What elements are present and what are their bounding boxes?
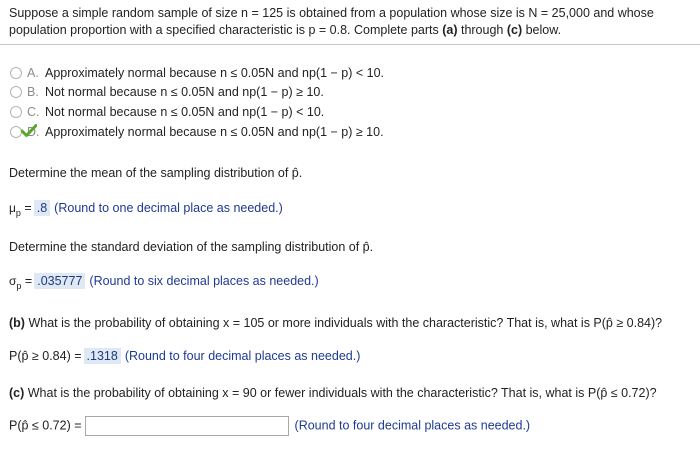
- part-b-hint: (Round to four decimal places as needed.): [124, 349, 361, 363]
- radio-b[interactable]: [10, 86, 22, 98]
- option-a-letter: A.: [27, 66, 39, 80]
- option-a-text: Approximately normal because n ≤ 0.05N and np(1 − p) < 10.: [45, 66, 385, 80]
- sigma-symbol: σ: [9, 274, 17, 288]
- mean-equals: =: [24, 201, 32, 215]
- part-c-expr: P(p̂ ≤ 0.72) =: [9, 418, 82, 433]
- checkmark-icon: [21, 124, 37, 138]
- part-c-text: What is the probability of obtaining x = 90 or fewer individuals with the characteristic? That is, what is P(p̂ ≤ 0.72)?: [24, 386, 657, 400]
- mean-answer[interactable]: .8: [34, 200, 50, 216]
- part-b-answer[interactable]: .1318: [84, 348, 121, 364]
- part-a-ref: (a): [442, 23, 458, 37]
- mean-answer-row: [9, 200, 283, 216]
- part-c-hint: (Round to four decimal places as needed.): [294, 418, 531, 433]
- part-b-question: [9, 316, 662, 330]
- option-b[interactable]: [10, 83, 324, 101]
- header-line-2: [9, 22, 654, 39]
- sd-equals: =: [24, 274, 33, 288]
- option-d-text: Approximately normal because n ≤ 0.05N and np(1 − p) ≥ 10.: [45, 125, 384, 139]
- sigma-subscript: p: [16, 281, 22, 291]
- mu-symbol: μ: [9, 201, 16, 215]
- option-b-letter: B.: [27, 85, 39, 99]
- sd-answer-row: [9, 273, 319, 289]
- part-c-answer-input[interactable]: [85, 416, 289, 436]
- sd-question: Determine the standard deviation of the sampling distribution of p̂.: [9, 240, 374, 254]
- part-c-label: (c): [9, 386, 25, 400]
- radio-c[interactable]: [10, 106, 22, 118]
- mean-hint: (Round to one decimal place as needed.): [54, 201, 283, 215]
- option-c[interactable]: [10, 103, 324, 121]
- radio-d[interactable]: [10, 126, 22, 138]
- option-c-text: Not normal because n ≤ 0.05N and np(1 − p) < 10.: [45, 105, 325, 119]
- part-b-expr: P(p̂ ≥ 0.84) =: [9, 349, 82, 363]
- part-b-label: (b): [9, 316, 25, 330]
- header-line-2-end: below.: [522, 23, 562, 37]
- header-line-2-text: population proportion with a specified characteristic is p = 0.8. Complete parts: [9, 23, 443, 37]
- option-a[interactable]: [10, 64, 384, 82]
- option-d[interactable]: [10, 123, 384, 141]
- question-header: [9, 5, 654, 39]
- part-c-question: [9, 386, 657, 400]
- part-b-answer-row: [9, 348, 360, 364]
- mean-question: Determine the mean of the sampling distribution of p̂.: [9, 166, 303, 180]
- part-b-text: What is the probability of obtaining x = 105 or more individuals with the characteristic? That is, what is P(p̂ ≥ 0.84)?: [24, 316, 663, 330]
- option-c-letter: C.: [27, 105, 40, 119]
- header-line-2-mid: through: [457, 23, 507, 37]
- sd-answer[interactable]: .035777: [34, 273, 85, 289]
- part-c-answer-row: [9, 416, 530, 436]
- part-c-ref: (c): [506, 23, 523, 37]
- header-divider: [0, 44, 700, 45]
- header-line-1: Suppose a simple random sample of size n = 125 is obtained from a population whose size is N = 25,000 and whose: [9, 6, 654, 20]
- option-b-text: Not normal because n ≤ 0.05N and np(1 − p) ≥ 10.: [45, 85, 324, 99]
- radio-a[interactable]: [10, 67, 22, 79]
- mu-subscript: p: [15, 208, 21, 218]
- option-d-letter: D.: [27, 125, 40, 139]
- sd-hint: (Round to six decimal places as needed.): [89, 274, 319, 288]
